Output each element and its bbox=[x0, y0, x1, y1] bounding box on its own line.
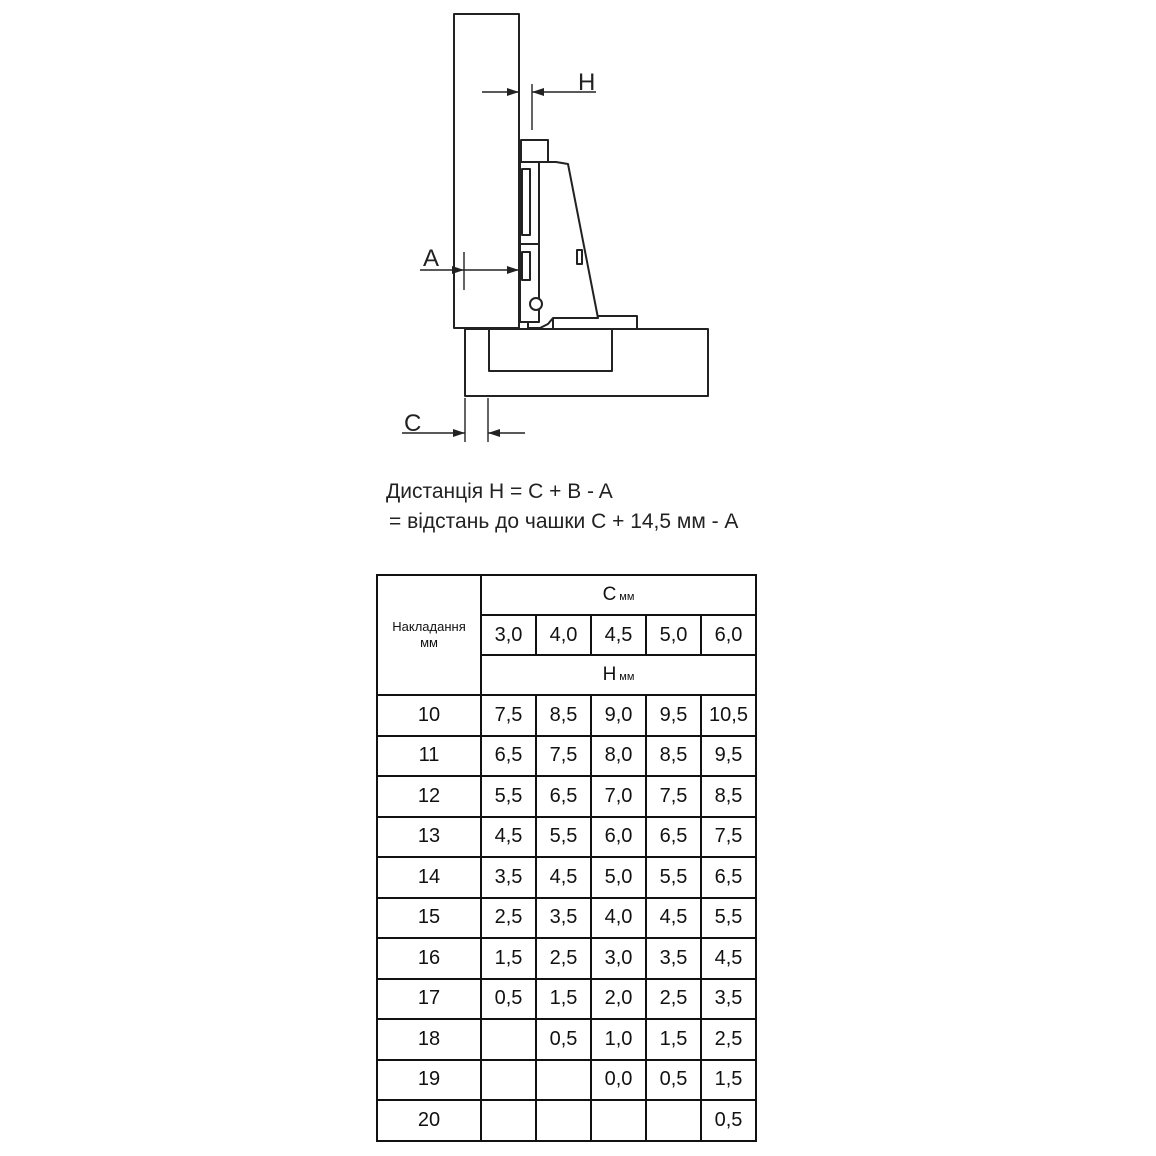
h-value-cell: 2,5 bbox=[646, 979, 701, 1020]
table-row bbox=[377, 898, 756, 939]
hinge-slot-lower bbox=[522, 252, 530, 280]
c-unit: мм bbox=[619, 591, 635, 603]
label-a: A bbox=[423, 245, 440, 272]
h-value-cell: 1,5 bbox=[536, 979, 591, 1020]
c-header: C bbox=[602, 584, 617, 605]
overlay-value-cell: 14 bbox=[377, 857, 481, 898]
h-unit: мм bbox=[619, 671, 635, 683]
h-value-cell: 9,0 bbox=[591, 695, 646, 736]
overlay-value-cell: 15 bbox=[377, 898, 481, 939]
h-value-cell: 1,5 bbox=[646, 1019, 701, 1060]
h-value-cell: 5,0 bbox=[591, 857, 646, 898]
h-value-cell: 5,5 bbox=[481, 776, 536, 817]
h-value-cell: 8,5 bbox=[701, 776, 756, 817]
c-value-cell: 6,0 bbox=[701, 615, 756, 655]
h-value-cell: 5,5 bbox=[701, 898, 756, 939]
overlay-value-cell: 11 bbox=[377, 736, 481, 777]
c-value-cell: 4,5 bbox=[591, 615, 646, 655]
h-value-cell: 2,5 bbox=[536, 938, 591, 979]
h-value-cell: 4,5 bbox=[536, 857, 591, 898]
cup-recess bbox=[489, 330, 612, 371]
table-row bbox=[377, 857, 756, 898]
overlay-unit: мм bbox=[420, 635, 438, 650]
overlay-header: Накладання bbox=[392, 619, 466, 634]
overlay-value-cell: 16 bbox=[377, 938, 481, 979]
hinge-diagram bbox=[0, 0, 1156, 470]
h-value-cell: 4,5 bbox=[701, 938, 756, 979]
overlay-value-cell: 18 bbox=[377, 1019, 481, 1060]
h-value-cell: 10,5 bbox=[701, 695, 756, 736]
table-row bbox=[377, 776, 756, 817]
h-value-cell: 4,5 bbox=[481, 817, 536, 858]
h-value-cell: 6,5 bbox=[481, 736, 536, 777]
h-value-cell bbox=[481, 1019, 536, 1060]
table-row bbox=[377, 979, 756, 1020]
h-value-cell bbox=[646, 1100, 701, 1141]
h-value-cell bbox=[536, 1060, 591, 1101]
overlay-value-cell: 20 bbox=[377, 1100, 481, 1141]
c-header-cell bbox=[481, 575, 756, 615]
h-value-cell bbox=[481, 1060, 536, 1101]
h-value-cell: 4,0 bbox=[591, 898, 646, 939]
h-value-cell: 3,5 bbox=[701, 979, 756, 1020]
h-value-cell: 4,5 bbox=[646, 898, 701, 939]
table-row bbox=[377, 736, 756, 777]
h-value-cell bbox=[536, 1100, 591, 1141]
h-value-cell: 0,5 bbox=[481, 979, 536, 1020]
h-value-cell: 7,5 bbox=[701, 817, 756, 858]
c-value-cell: 5,0 bbox=[646, 615, 701, 655]
formula-line-2: = відстань до чашки C + 14,5 мм - A bbox=[389, 510, 739, 533]
h-value-cell: 7,5 bbox=[536, 736, 591, 777]
adjust-screw bbox=[577, 250, 582, 264]
h-value-cell: 9,5 bbox=[701, 736, 756, 777]
h-value-cell: 6,5 bbox=[701, 857, 756, 898]
h-value-cell: 6,5 bbox=[646, 817, 701, 858]
table-row bbox=[377, 695, 756, 736]
h-value-cell: 7,5 bbox=[481, 695, 536, 736]
overlay-value-cell: 17 bbox=[377, 979, 481, 1020]
label-h: H bbox=[578, 69, 596, 96]
formula-line-1: Дистанція H = C + B - A bbox=[386, 480, 613, 503]
h-value-cell: 7,5 bbox=[646, 776, 701, 817]
overlay-value-cell: 19 bbox=[377, 1060, 481, 1101]
h-value-cell: 3,5 bbox=[536, 898, 591, 939]
overlay-value-cell: 13 bbox=[377, 817, 481, 858]
h-value-cell: 5,5 bbox=[536, 817, 591, 858]
h-value-cell: 8,5 bbox=[536, 695, 591, 736]
overlay-header-cell bbox=[377, 575, 481, 695]
h-value-cell: 0,0 bbox=[591, 1060, 646, 1101]
overlay-value-cell: 10 bbox=[377, 695, 481, 736]
h-value-cell: 1,0 bbox=[591, 1019, 646, 1060]
h-value-cell: 9,5 bbox=[646, 695, 701, 736]
h-value-cell: 0,5 bbox=[701, 1100, 756, 1141]
h-value-cell: 6,0 bbox=[591, 817, 646, 858]
h-value-cell: 3,0 bbox=[591, 938, 646, 979]
h-value-cell bbox=[591, 1100, 646, 1141]
table-row bbox=[377, 1100, 756, 1141]
h-value-cell: 0,5 bbox=[646, 1060, 701, 1101]
h-value-cell: 3,5 bbox=[481, 857, 536, 898]
h-value-cell: 6,5 bbox=[536, 776, 591, 817]
h-header: H bbox=[602, 664, 617, 685]
overlay-value-cell: 12 bbox=[377, 776, 481, 817]
h-value-cell: 2,5 bbox=[701, 1019, 756, 1060]
h-value-cell: 1,5 bbox=[701, 1060, 756, 1101]
c-value-cell: 4,0 bbox=[536, 615, 591, 655]
label-c: C bbox=[404, 410, 422, 437]
spec-table bbox=[376, 574, 757, 1142]
hinge-top-block bbox=[521, 140, 548, 162]
table-row bbox=[377, 817, 756, 858]
table-row bbox=[377, 1019, 756, 1060]
h-value-cell: 1,5 bbox=[481, 938, 536, 979]
h-value-cell bbox=[481, 1100, 536, 1141]
h-value-cell: 3,5 bbox=[646, 938, 701, 979]
h-value-cell: 5,5 bbox=[646, 857, 701, 898]
h-value-cell: 7,0 bbox=[591, 776, 646, 817]
h-value-cell: 2,5 bbox=[481, 898, 536, 939]
hinge-pivot bbox=[530, 298, 542, 310]
h-value-cell: 8,5 bbox=[646, 736, 701, 777]
hinge-slot bbox=[522, 169, 530, 235]
table-row bbox=[377, 1060, 756, 1101]
h-value-cell: 2,0 bbox=[591, 979, 646, 1020]
c-value-cell: 3,0 bbox=[481, 615, 536, 655]
h-header-cell bbox=[481, 655, 756, 695]
table-row bbox=[377, 938, 756, 979]
h-value-cell: 0,5 bbox=[536, 1019, 591, 1060]
h-value-cell: 8,0 bbox=[591, 736, 646, 777]
